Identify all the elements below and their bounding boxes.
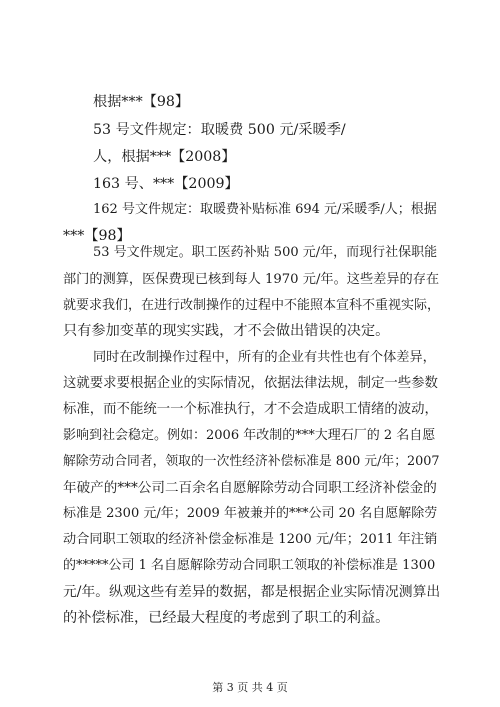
text-line: 标准是 2300 元/年；2009 年被兼并的***公司 20 名自愿解除劳 xyxy=(63,506,438,521)
text-line: 根据***【98】 xyxy=(93,94,190,110)
text-line: 这就要求要根据企业的实际情况，依据法律法规，制定一些参数 xyxy=(63,376,438,391)
text-line: 动合同职工领取的经济补偿金标准是 1200 元/年；2011 年注销 xyxy=(63,532,438,547)
text-line: 就要求我们，在进行改制操作的过程中不能照本宣科不重视实际， xyxy=(63,298,441,313)
text-line: 解除劳动合同者，领取的一次性经济补偿标准是 800 元/年；2007 xyxy=(63,454,440,469)
text-line: 元/年。纵观这些有差异的数据，都是根据企业实际情况测算出 xyxy=(63,584,441,600)
text-line: 影响到社会稳定。例如：2006 年改制的***大理石厂的 2 名自愿 xyxy=(63,428,436,443)
text-line: 只有参加变革的现实实践，才不会做出错误的决定。 xyxy=(63,323,390,339)
text-line: 的补偿标准，已经最大程度的考虑到了职工的利益。 xyxy=(63,610,390,626)
text-line: 162 号文件规定：取暖费补贴标准 694 元/采暖季/人；根据 xyxy=(93,202,437,217)
text-line: 同时在改制操作过程中，所有的企业有共性也有个体差异， xyxy=(93,350,436,365)
text-line: 53 号文件规定。职工医药补贴 500 元/年，而现行社保职能 xyxy=(93,245,438,260)
text-line: 人，根据***【2008】 xyxy=(93,149,236,165)
text-line: 年破产的***公司二百余名自愿解除劳动合同职工经济补偿金的 xyxy=(63,480,437,496)
text-line: 部门的测算，医保费现已核到每人 1970 元/年。这些差异的存在 xyxy=(63,272,440,287)
text-line: 163 号、***【2009】 xyxy=(93,176,239,192)
page-footer: 第 3 页 共 4 页 xyxy=(212,681,288,694)
text-line: 的*****公司 1 名自愿解除劳动合同职工领取的补偿标准是 1300 xyxy=(63,558,436,573)
text-line: ***【98】 xyxy=(63,228,131,244)
text-line: 53 号文件规定：取暖费 500 元/采暖季/ xyxy=(93,122,346,138)
text-line: 标准，而不能统一一个标准执行，才不会造成职工情绪的波动， xyxy=(63,402,438,417)
